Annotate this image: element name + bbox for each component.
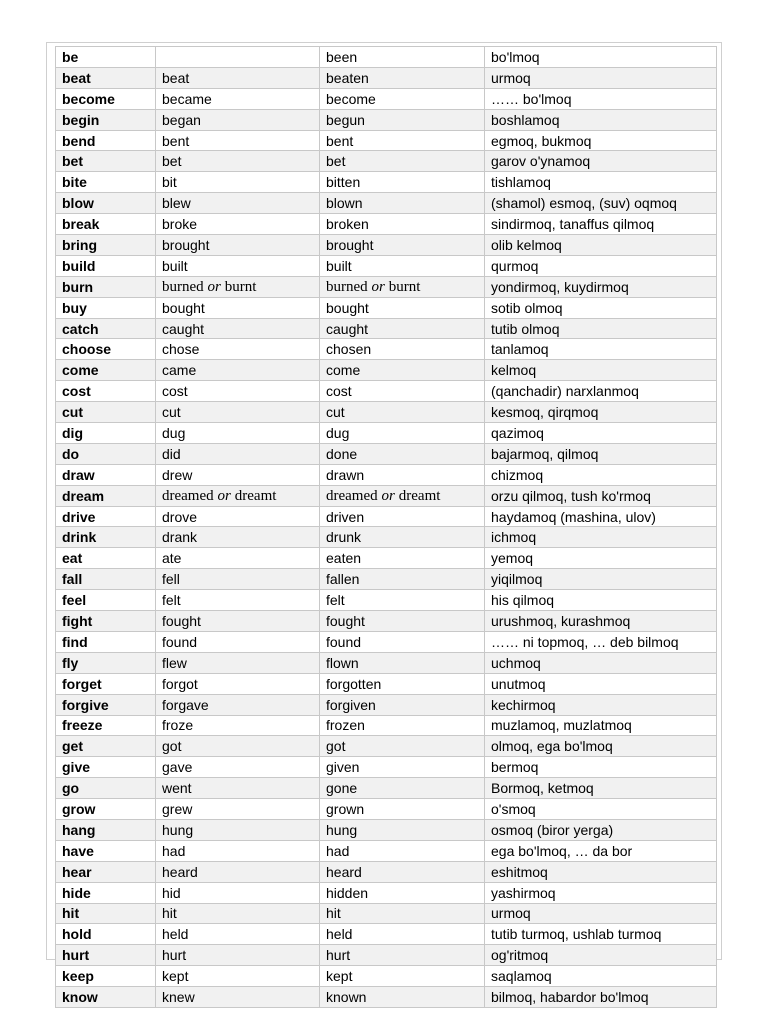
verb-past-participle: kept [320, 966, 485, 987]
verb-past-participle: grown [320, 799, 485, 820]
verb-past-simple: forgot [156, 673, 320, 694]
verb-past-simple: knew [156, 987, 320, 1008]
table-row [56, 47, 717, 68]
verb-past-participle-form: dreamed [326, 488, 378, 505]
verb-past-simple: felt [156, 590, 320, 611]
table-row [56, 569, 717, 590]
verb-base-form: get [56, 736, 156, 757]
table-row [56, 276, 717, 297]
table-row [56, 214, 717, 235]
verb-past-participle: built [320, 255, 485, 276]
verb-meaning: bajarmoq, qilmoq [485, 443, 717, 464]
verb-past-simple: had [156, 840, 320, 861]
table-row [56, 945, 717, 966]
verb-meaning: bermoq [485, 757, 717, 778]
table-row [56, 652, 717, 673]
verb-past-simple: gave [156, 757, 320, 778]
verb-base-form: feel [56, 590, 156, 611]
verb-past-simple: came [156, 360, 320, 381]
verb-base-form: hear [56, 861, 156, 882]
verb-past-participle: hidden [320, 882, 485, 903]
table-row [56, 527, 717, 548]
verb-meaning: boshlamoq [485, 109, 717, 130]
table-row [56, 924, 717, 945]
verb-past-participle: fallen [320, 569, 485, 590]
verb-past-participle: known [320, 987, 485, 1008]
verb-meaning: urmoq [485, 903, 717, 924]
verb-past-simple: fell [156, 569, 320, 590]
verb-past-participle: forgiven [320, 694, 485, 715]
verb-base-form: hit [56, 903, 156, 924]
verb-past-simple: built [156, 255, 320, 276]
verb-past-simple: found [156, 631, 320, 652]
table-row [56, 151, 717, 172]
verb-meaning: muzlamoq, muzlatmoq [485, 715, 717, 736]
verb-past-simple: dug [156, 423, 320, 444]
table-row [56, 736, 717, 757]
or-connector: or [217, 488, 231, 505]
table-row [56, 381, 717, 402]
table-row [56, 255, 717, 276]
verb-past-participle: blown [320, 193, 485, 214]
verb-past-participle: cost [320, 381, 485, 402]
verb-past-simple-form: dreamed [162, 488, 214, 505]
verb-meaning: yashirmoq [485, 882, 717, 903]
verb-meaning: orzu qilmoq, tush ko'rmoq [485, 485, 717, 506]
verb-past-simple: hid [156, 882, 320, 903]
verb-past-simple [156, 485, 320, 506]
verb-base-form: find [56, 631, 156, 652]
verb-past-simple: heard [156, 861, 320, 882]
verb-base-form: eat [56, 548, 156, 569]
verb-past-participle: felt [320, 590, 485, 611]
verb-past-simple: bet [156, 151, 320, 172]
verb-base-form: fight [56, 611, 156, 632]
verb-past-participle: brought [320, 235, 485, 256]
table-row [56, 757, 717, 778]
verb-past-participle: heard [320, 861, 485, 882]
verb-base-form: drink [56, 527, 156, 548]
document-page [46, 42, 722, 1006]
verb-meaning: unutmoq [485, 673, 717, 694]
verb-past-participle: begun [320, 109, 485, 130]
verb-meaning: kechirmoq [485, 694, 717, 715]
verb-meaning: tanlamoq [485, 339, 717, 360]
verb-base-form: choose [56, 339, 156, 360]
verb-past-participle: drawn [320, 464, 485, 485]
table-row [56, 673, 717, 694]
verb-meaning: uchmoq [485, 652, 717, 673]
or-connector: or [381, 488, 395, 505]
verb-past-participle: done [320, 443, 485, 464]
verb-past-simple-alt-form: burnt [224, 279, 257, 296]
table-row [56, 987, 717, 1008]
verb-meaning: (qanchadir) narxlanmoq [485, 381, 717, 402]
verb-base-form: bite [56, 172, 156, 193]
verb-base-form: break [56, 214, 156, 235]
table-row [56, 443, 717, 464]
verb-past-simple: hung [156, 819, 320, 840]
table-row [56, 778, 717, 799]
table-row [56, 193, 717, 214]
verb-base-form: begin [56, 109, 156, 130]
verb-past-participle: found [320, 631, 485, 652]
verb-past-participle: broken [320, 214, 485, 235]
verb-past-simple [156, 47, 320, 68]
verb-base-form: bring [56, 235, 156, 256]
verb-meaning: yemoq [485, 548, 717, 569]
verb-meaning: ega bo'lmoq, … da bor [485, 840, 717, 861]
verb-meaning: his qilmoq [485, 590, 717, 611]
verb-base-form: build [56, 255, 156, 276]
verb-base-form: buy [56, 297, 156, 318]
verb-meaning: kesmoq, qirqmoq [485, 402, 717, 423]
table-row [56, 172, 717, 193]
verb-past-participle [320, 276, 485, 297]
table-row [56, 318, 717, 339]
verb-past-participle: bent [320, 130, 485, 151]
verb-base-form: be [56, 47, 156, 68]
verb-past-participle: been [320, 47, 485, 68]
verb-base-form: come [56, 360, 156, 381]
verb-base-form: draw [56, 464, 156, 485]
verb-base-form: hide [56, 882, 156, 903]
verb-base-form: forget [56, 673, 156, 694]
verb-past-simple: bought [156, 297, 320, 318]
verb-base-form: cost [56, 381, 156, 402]
verb-base-form: do [56, 443, 156, 464]
verb-meaning: urushmoq, kurashmoq [485, 611, 717, 632]
verb-meaning: egmoq, bukmoq [485, 130, 717, 151]
verb-base-form: drive [56, 506, 156, 527]
table-row [56, 109, 717, 130]
verb-base-form: burn [56, 276, 156, 297]
table-row [56, 966, 717, 987]
verb-meaning: tutib olmoq [485, 318, 717, 339]
verb-meaning: o'smoq [485, 799, 717, 820]
table-row [56, 819, 717, 840]
verb-meaning: yiqilmoq [485, 569, 717, 590]
verb-meaning: chizmoq [485, 464, 717, 485]
table-row [56, 464, 717, 485]
verb-table-body [56, 47, 717, 1008]
verb-past-simple: cost [156, 381, 320, 402]
verb-base-form: beat [56, 67, 156, 88]
verb-past-participle: caught [320, 318, 485, 339]
verb-base-form: keep [56, 966, 156, 987]
verb-base-form: grow [56, 799, 156, 820]
verb-past-participle: become [320, 88, 485, 109]
verb-past-participle: bet [320, 151, 485, 172]
verb-past-participle-alt-form: dreamt [398, 488, 441, 505]
verb-past-simple: flew [156, 652, 320, 673]
verb-past-simple: became [156, 88, 320, 109]
verb-meaning: qazimoq [485, 423, 717, 444]
table-row [56, 235, 717, 256]
verb-past-participle: eaten [320, 548, 485, 569]
verb-past-simple-alt-form: dreamt [234, 488, 277, 505]
verb-meaning: ichmoq [485, 527, 717, 548]
verb-base-form: cut [56, 402, 156, 423]
verb-meaning: olib kelmoq [485, 235, 717, 256]
verb-past-participle: chosen [320, 339, 485, 360]
table-row [56, 882, 717, 903]
verb-base-form: fall [56, 569, 156, 590]
verb-past-simple: got [156, 736, 320, 757]
verb-meaning: garov o'ynamoq [485, 151, 717, 172]
verb-past-simple: chose [156, 339, 320, 360]
verb-past-simple [156, 276, 320, 297]
or-connector: or [371, 279, 385, 296]
verb-past-participle: held [320, 924, 485, 945]
verb-meaning: (shamol) esmoq, (suv) oqmoq [485, 193, 717, 214]
verb-base-form: know [56, 987, 156, 1008]
verb-meaning: sindirmoq, tanaffus qilmoq [485, 214, 717, 235]
irregular-verbs-table [55, 46, 717, 1008]
table-row [56, 67, 717, 88]
verb-base-form: give [56, 757, 156, 778]
verb-past-participle [320, 485, 485, 506]
verb-past-participle-form: burned [326, 279, 368, 296]
verb-past-simple: bent [156, 130, 320, 151]
verb-base-form: hang [56, 819, 156, 840]
table-row [56, 903, 717, 924]
table-row [56, 611, 717, 632]
verb-meaning: og'ritmoq [485, 945, 717, 966]
verb-meaning: …… bo'lmoq [485, 88, 717, 109]
table-row [56, 88, 717, 109]
verb-meaning: Bormoq, ketmoq [485, 778, 717, 799]
table-row [56, 631, 717, 652]
verb-meaning: urmoq [485, 67, 717, 88]
verb-meaning: olmoq, ega bo'lmoq [485, 736, 717, 757]
verb-past-participle: given [320, 757, 485, 778]
table-row [56, 339, 717, 360]
verb-base-form: dream [56, 485, 156, 506]
verb-meaning: bilmoq, habardor bo'lmoq [485, 987, 717, 1008]
verb-past-simple: froze [156, 715, 320, 736]
verb-past-simple: forgave [156, 694, 320, 715]
verb-past-participle: cut [320, 402, 485, 423]
verb-meaning: tutib turmoq, ushlab turmoq [485, 924, 717, 945]
verb-meaning: saqlamoq [485, 966, 717, 987]
verb-past-participle-alt-form: burnt [388, 279, 421, 296]
verb-past-participle: bitten [320, 172, 485, 193]
verb-past-simple: drank [156, 527, 320, 548]
verb-meaning: sotib olmoq [485, 297, 717, 318]
table-row [56, 590, 717, 611]
or-connector: or [207, 279, 221, 296]
verb-past-participle: hurt [320, 945, 485, 966]
verb-past-participle: frozen [320, 715, 485, 736]
verb-past-participle: got [320, 736, 485, 757]
verb-past-participle: hung [320, 819, 485, 840]
verb-past-simple: drove [156, 506, 320, 527]
table-row [56, 506, 717, 527]
verb-meaning: tishlamoq [485, 172, 717, 193]
verb-past-participle: fought [320, 611, 485, 632]
verb-base-form: hold [56, 924, 156, 945]
table-row [56, 840, 717, 861]
verb-base-form: go [56, 778, 156, 799]
verb-past-simple: brought [156, 235, 320, 256]
verb-base-form: bet [56, 151, 156, 172]
verb-past-simple: blew [156, 193, 320, 214]
verb-past-simple: cut [156, 402, 320, 423]
verb-meaning: bo'lmoq [485, 47, 717, 68]
verb-past-participle: drunk [320, 527, 485, 548]
verb-meaning: haydamoq (mashina, ulov) [485, 506, 717, 527]
table-row [56, 694, 717, 715]
verb-past-simple: drew [156, 464, 320, 485]
verb-meaning: yondirmoq, kuydirmoq [485, 276, 717, 297]
verb-past-simple: bit [156, 172, 320, 193]
verb-base-form: forgive [56, 694, 156, 715]
verb-past-simple: went [156, 778, 320, 799]
verb-past-simple: did [156, 443, 320, 464]
verb-past-simple: began [156, 109, 320, 130]
verb-past-simple: fought [156, 611, 320, 632]
verb-past-simple: broke [156, 214, 320, 235]
verb-base-form: freeze [56, 715, 156, 736]
verb-past-simple: kept [156, 966, 320, 987]
verb-past-participle: driven [320, 506, 485, 527]
verb-past-simple: beat [156, 67, 320, 88]
verb-meaning: …… ni topmoq, … deb bilmoq [485, 631, 717, 652]
table-row [56, 130, 717, 151]
verb-past-participle: gone [320, 778, 485, 799]
verb-base-form: catch [56, 318, 156, 339]
verb-base-form: bend [56, 130, 156, 151]
verb-base-form: dig [56, 423, 156, 444]
verb-past-participle: bought [320, 297, 485, 318]
verb-past-simple: grew [156, 799, 320, 820]
verb-past-participle: beaten [320, 67, 485, 88]
verb-meaning: qurmoq [485, 255, 717, 276]
verb-past-participle: forgotten [320, 673, 485, 694]
verb-past-simple: hurt [156, 945, 320, 966]
verb-past-participle: hit [320, 903, 485, 924]
table-row [56, 548, 717, 569]
verb-past-participle: flown [320, 652, 485, 673]
table-row [56, 402, 717, 423]
verb-past-simple: hit [156, 903, 320, 924]
verb-base-form: hurt [56, 945, 156, 966]
verb-past-participle: come [320, 360, 485, 381]
table-row [56, 423, 717, 444]
verb-past-participle: had [320, 840, 485, 861]
verb-meaning: osmoq (biror yerga) [485, 819, 717, 840]
verb-base-form: become [56, 88, 156, 109]
verb-past-simple-form: burned [162, 279, 204, 296]
table-row [56, 799, 717, 820]
verb-meaning: kelmoq [485, 360, 717, 381]
verb-past-simple: ate [156, 548, 320, 569]
table-row [56, 297, 717, 318]
verb-base-form: have [56, 840, 156, 861]
verb-past-participle: dug [320, 423, 485, 444]
table-row [56, 485, 717, 506]
verb-base-form: fly [56, 652, 156, 673]
table-row [56, 861, 717, 882]
table-row [56, 715, 717, 736]
verb-past-simple: held [156, 924, 320, 945]
table-row [56, 360, 717, 381]
verb-base-form: blow [56, 193, 156, 214]
verb-meaning: eshitmoq [485, 861, 717, 882]
verb-past-simple: caught [156, 318, 320, 339]
